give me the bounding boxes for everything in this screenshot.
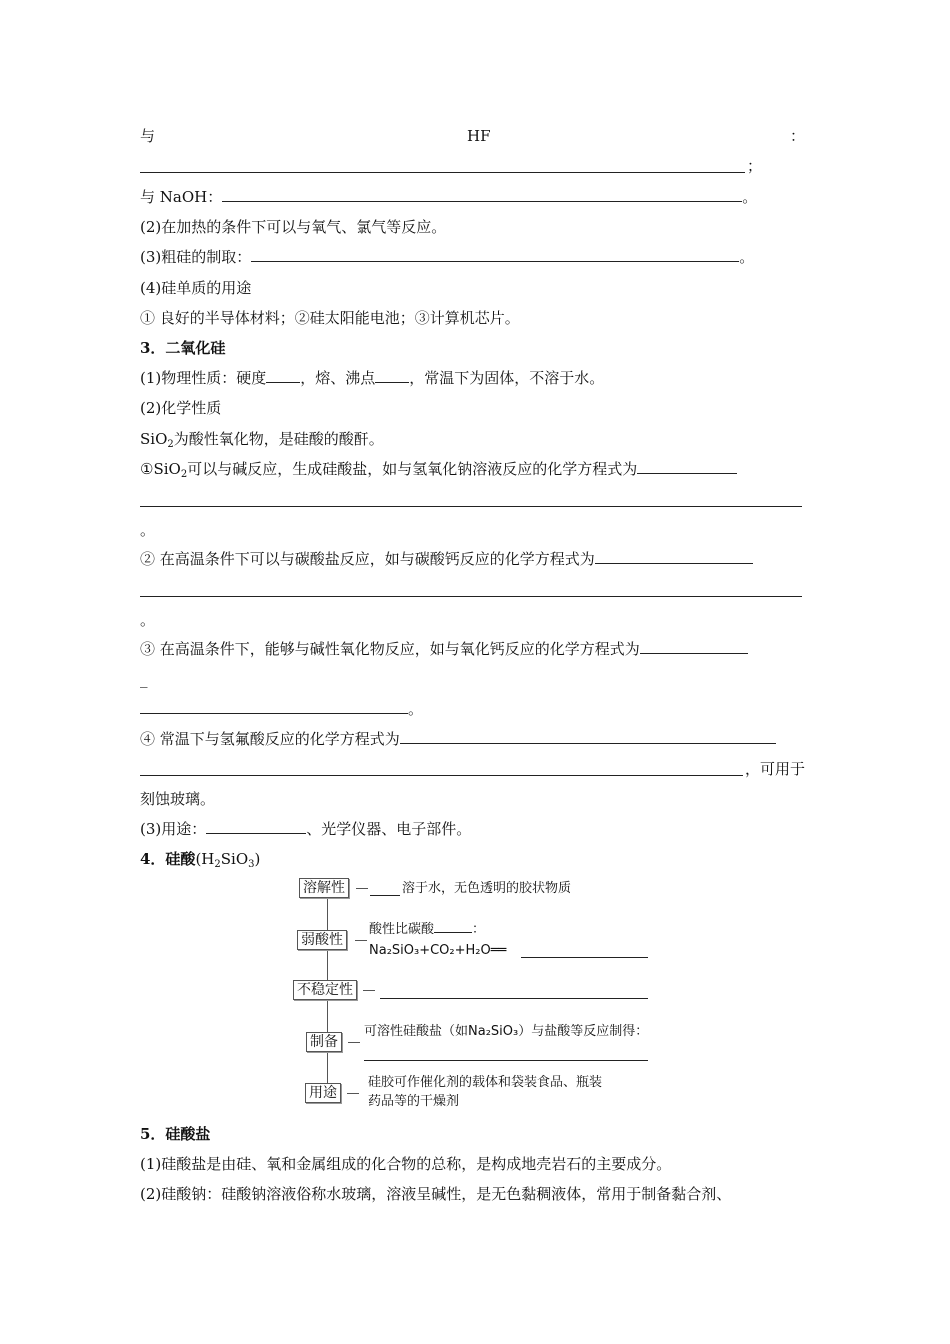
hf-answer-blank[interactable] (140, 172, 745, 173)
stability-label-box: 不稳定性 (293, 980, 357, 1000)
heating-reaction-text: (2)在加热的条件下可以与氧气、氯气等反应。 (140, 218, 447, 236)
use-line-1: 硅胶可作催化剂的载体和袋装食品、瓶装 (368, 1075, 603, 1090)
naoh-period: 。 (742, 188, 758, 206)
physical-text-a: (1)物理性质：硬度 (140, 369, 267, 387)
item2-text: ② 在高温条件下可以与碳酸盐反应，如与碳酸钙反应的化学方程式为 (140, 550, 595, 568)
connector (363, 990, 375, 991)
subscript: 3 (248, 859, 255, 870)
sio2-acid-oxide-text (140, 429, 384, 449)
connector (356, 888, 368, 889)
hf-semicolon: ； (747, 157, 763, 175)
item3-blank-a[interactable] (640, 639, 748, 654)
naoh-reaction-label (140, 187, 757, 207)
silicates-p1: (1)硅酸盐是由硅、氧和金属组成的化合物的总称，是构成地壳岩石的主要成分。 (140, 1155, 672, 1173)
use-label-box: 用途 (305, 1083, 341, 1103)
sio2-item-4 (140, 729, 776, 749)
item1-text: 可以与碱反应，生成硅酸盐，如与氢氧化钠溶液反应的化学方程式为 (187, 460, 638, 478)
item1-blank-b[interactable] (140, 506, 802, 507)
naoh-answer-blank[interactable] (222, 187, 742, 202)
formula-part: ) (254, 850, 261, 868)
item1-prefix: ①SiO (140, 460, 181, 478)
physical-text-b: ，熔、沸点 (300, 369, 376, 387)
prep-label-box: 制备 (306, 1032, 342, 1052)
sio2-heading: 3．二氧化硅 (140, 339, 226, 357)
item3-period: 。 (408, 700, 424, 718)
crude-silicon-prep (140, 247, 754, 267)
crude-prep-blank[interactable] (251, 247, 739, 262)
item1-period: 。 (140, 521, 156, 539)
heading-text: 4．硅酸 (140, 850, 196, 868)
silicates-heading: 5．硅酸盐 (140, 1125, 211, 1143)
item3-text: ③ 在高温条件下，能够与碱性氧化物反应，如与氧化钙反应的化学方程式为 (140, 640, 640, 658)
connector (347, 1093, 359, 1094)
prep-blank[interactable] (364, 1060, 648, 1061)
sio2-chem-heading: (2)化学性质 (140, 399, 222, 417)
sio2-formula: SiO (140, 430, 168, 448)
use-label: (3)用途： (140, 820, 207, 838)
acidity-text: 酸性比碳酸 (369, 922, 435, 937)
silicates-p2: (2)硅酸钠：硅酸钠溶液俗称水玻璃，溶液呈碱性，是无色黏稠液体，常用于制备黏合剂、 (140, 1185, 732, 1203)
item3-line-b (140, 699, 423, 719)
acidity-colon: ： (472, 922, 486, 937)
acidity-equation: Na₂SiO₃+CO₂+H₂O══ (369, 943, 507, 958)
sio2-item-2 (140, 549, 753, 569)
connector (348, 1042, 360, 1043)
hf-colon: ： (790, 127, 806, 145)
subscript: 2 (167, 439, 174, 450)
formula-part: SiO (220, 850, 249, 868)
use-blank[interactable] (206, 819, 306, 834)
item3-stray-underscore: _ (140, 670, 148, 688)
connector (355, 940, 367, 941)
acidity-equation-blank[interactable] (521, 957, 648, 958)
item2-period: 。 (140, 611, 156, 629)
subscript: 2 (214, 859, 221, 870)
hf-reaction-prefix: 与 (140, 127, 156, 145)
silicon-uses-list: ① 良好的半导体材料；②硅太阳能电池；③计算机芯片。 (140, 309, 520, 327)
item4-continuation: 刻蚀玻璃。 (140, 790, 216, 808)
stability-blank[interactable] (380, 998, 648, 999)
item3-blank-b[interactable] (140, 699, 408, 714)
item2-blank-b[interactable] (140, 596, 802, 597)
item4-blank-b[interactable] (140, 775, 743, 776)
solubility-label-box: 溶解性 (299, 878, 349, 898)
hf-label: HF (467, 127, 491, 145)
acidity-label-box: 弱酸性 (297, 930, 347, 950)
sio2-uses (140, 819, 471, 839)
item4-tail: ，可用于 (745, 760, 806, 778)
melting-point-blank[interactable] (375, 368, 409, 383)
acidity-blank[interactable] (434, 921, 472, 933)
sio2-item-3 (140, 639, 748, 659)
naoh-label: 与 NaOH： (140, 188, 223, 206)
use-line-2: 药品等的干燥剂 (368, 1094, 460, 1109)
crude-prep-period: 。 (739, 248, 755, 266)
item4-blank-a[interactable] (400, 729, 776, 744)
acid-oxide-desc: 为酸性氧化物，是硅酸的酸酐。 (173, 430, 384, 448)
prep-text: 可溶性硅酸盐（如Na₂SiO₃）与盐酸等反应制得： (364, 1024, 649, 1039)
physical-text-c: ，常温下为固体，不溶于水。 (409, 369, 605, 387)
item1-blank-a[interactable] (637, 459, 737, 474)
acidity-line1 (369, 921, 485, 938)
crude-prep-label: (3)粗硅的制取： (140, 248, 252, 266)
solubility-blank[interactable] (370, 895, 400, 896)
silicon-uses-heading: (4)硅单质的用途 (140, 279, 252, 297)
silicic-acid-heading (140, 849, 260, 869)
use-text: 、光学仪器、电子部件。 (306, 820, 472, 838)
subscript: 2 (180, 469, 188, 480)
hardness-blank[interactable] (266, 368, 300, 383)
sio2-item-1 (140, 459, 737, 479)
item4-text: ④ 常温下与氢氟酸反应的化学方程式为 (140, 730, 400, 748)
solubility-text: 溶于水，无色透明的胶状物质 (402, 881, 572, 896)
item2-blank-a[interactable] (595, 549, 753, 564)
formula-part: (H (195, 850, 215, 868)
sio2-physical-properties (140, 368, 604, 388)
